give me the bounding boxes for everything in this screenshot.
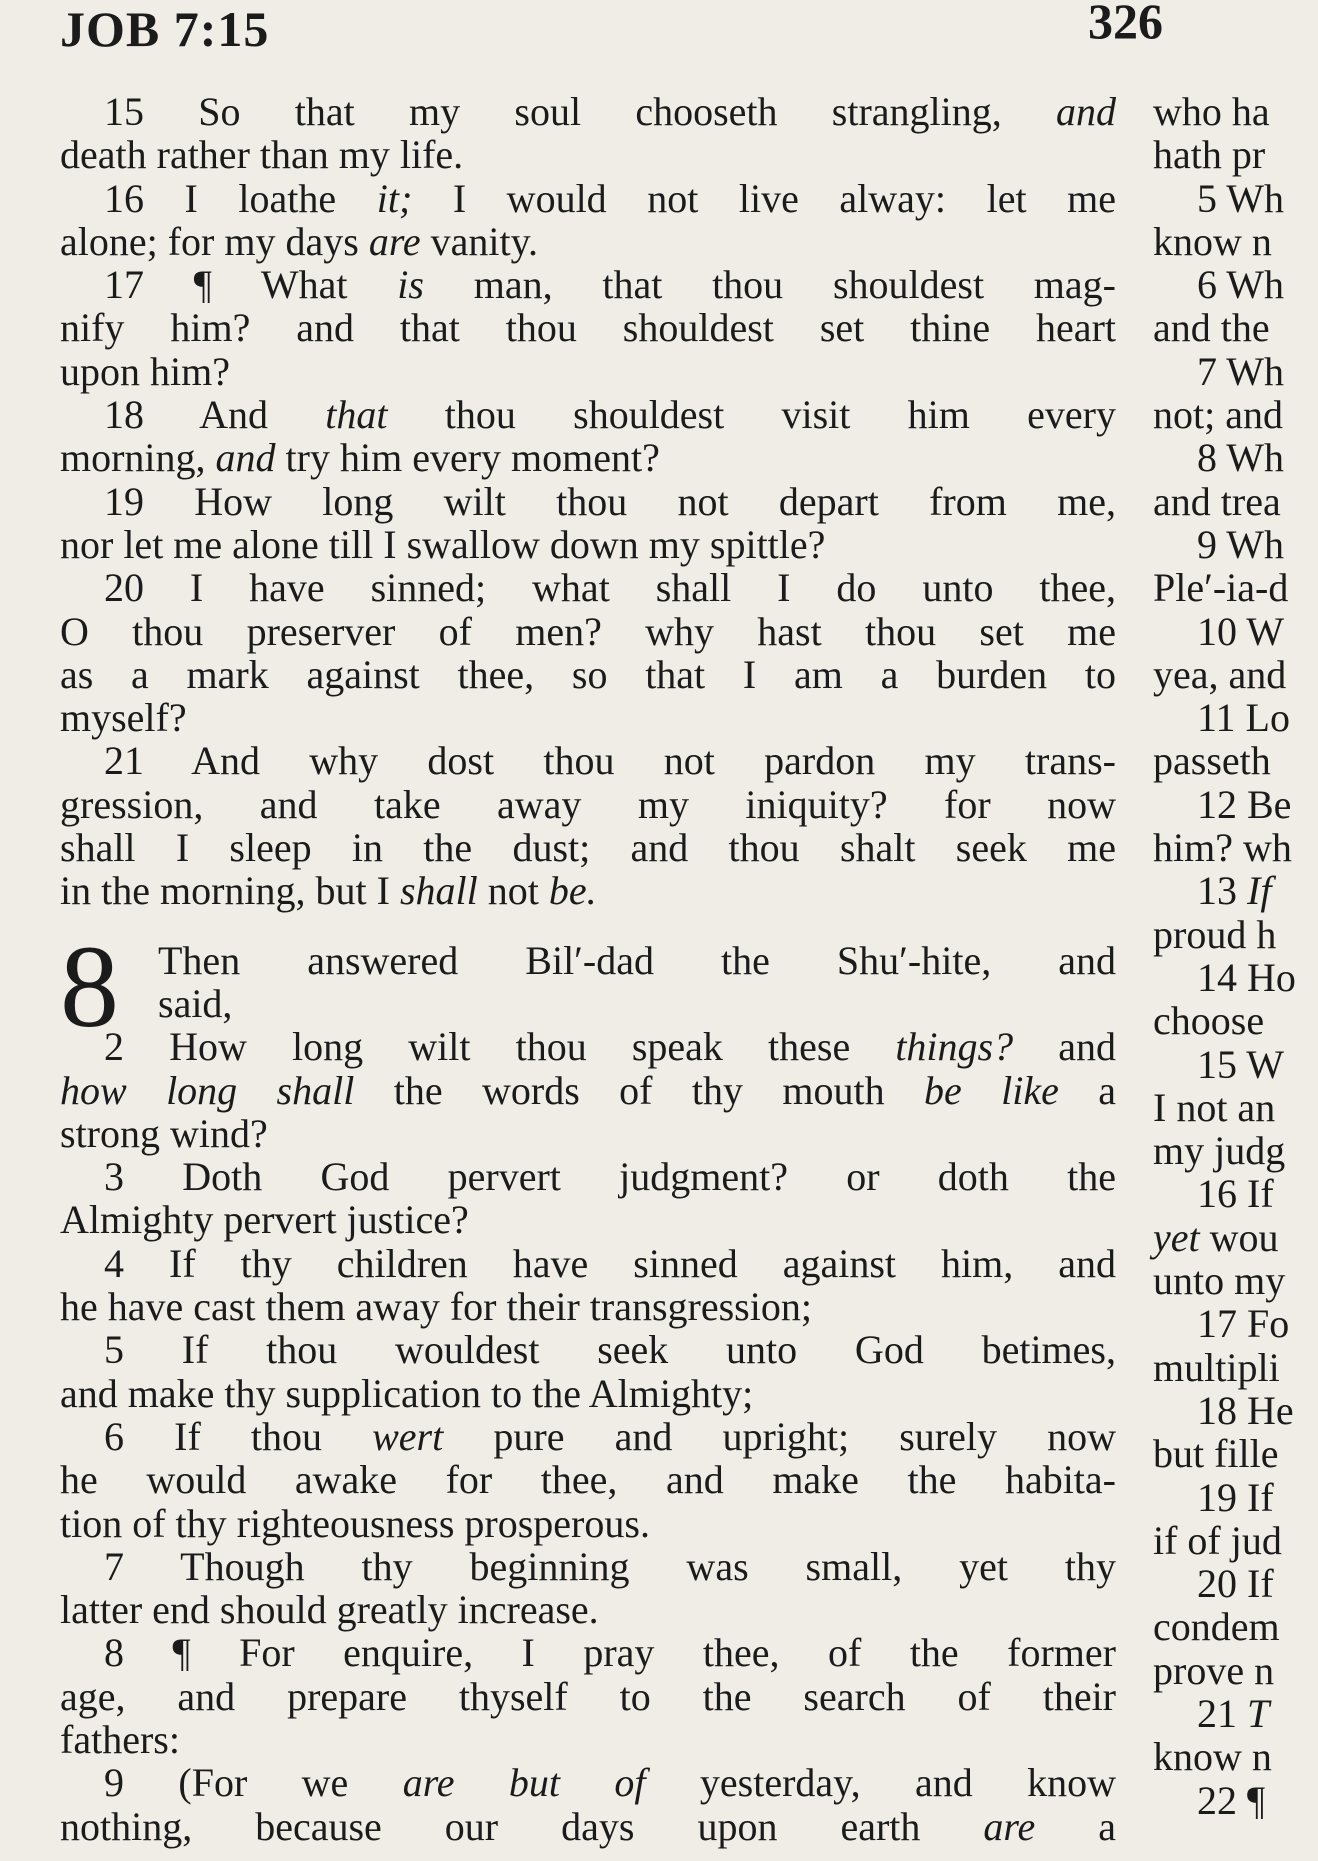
- text-run: I not an: [1153, 1084, 1276, 1130]
- text-run: yea, and: [1153, 651, 1287, 697]
- text-line: [1153, 436, 1318, 479]
- text-run: Almighty pervert justice?: [60, 1197, 469, 1243]
- italic-text: yet: [1153, 1214, 1200, 1260]
- text-line: [60, 1545, 1116, 1588]
- text-run: in the morning, but I: [60, 868, 400, 914]
- text-run: 11 Lo: [1197, 695, 1290, 741]
- text-line: [60, 1069, 1116, 1112]
- text-line: [60, 826, 1116, 869]
- text-line: [60, 90, 1116, 133]
- text-run: nor let me alone till I swallow down my spittle?: [60, 521, 826, 567]
- text-line: [1153, 393, 1318, 436]
- text-run: 17 Fo: [1197, 1301, 1290, 1347]
- text-line: [1153, 1692, 1318, 1735]
- text-line: [1153, 177, 1318, 220]
- text-run: 19 If: [1197, 1474, 1274, 1520]
- text-line: [60, 1761, 1116, 1804]
- text-line: [1153, 1302, 1318, 1345]
- text-run: 7 Wh: [1197, 348, 1285, 394]
- text-run: 14 Ho: [1197, 954, 1296, 1000]
- text-run: 6 Wh: [1197, 262, 1285, 308]
- text-line: [1153, 1605, 1318, 1648]
- chapter-number-dropcap: 8: [60, 920, 119, 1052]
- text-run: not: [477, 868, 549, 914]
- text-line: [1153, 1476, 1318, 1519]
- text-run: morning,: [60, 435, 216, 481]
- text-run: try him every moment?: [275, 435, 660, 481]
- text-run: 21 And why dost thou not pardon my trans-: [104, 738, 1116, 784]
- text-run: 16 If: [1197, 1171, 1274, 1217]
- text-line: [60, 393, 1116, 436]
- text-line: [60, 653, 1116, 696]
- text-run: hath pr: [1153, 132, 1266, 178]
- text-run: myself?: [60, 695, 187, 741]
- text-line: [60, 1155, 1116, 1198]
- chapter-gap: [60, 913, 1116, 939]
- text-line: [1153, 90, 1318, 133]
- text-run: age, and prepare thyself to the search of their: [60, 1673, 1116, 1719]
- text-line: [60, 1588, 1116, 1631]
- text-line: [1153, 653, 1318, 696]
- text-line: [60, 1415, 1116, 1458]
- text-line: [1153, 220, 1318, 263]
- text-line: [1153, 1259, 1318, 1302]
- text-line: [60, 739, 1116, 782]
- italic-text: be.: [548, 868, 597, 914]
- text-run: not; and: [1153, 392, 1283, 438]
- text-line: [60, 1242, 1116, 1285]
- text-line: [60, 480, 1116, 523]
- text-line: [60, 869, 1116, 912]
- text-line: [60, 982, 1116, 1025]
- text-line: [1153, 350, 1318, 393]
- text-line: [60, 1718, 1116, 1761]
- text-run: unto my: [1153, 1258, 1286, 1304]
- text-run: O thou preserver of men? why hast thou set me: [60, 608, 1116, 654]
- text-run: and the: [1153, 305, 1270, 351]
- text-run: 20 If: [1197, 1561, 1274, 1607]
- text-line: [1153, 263, 1318, 306]
- page-number: 326: [1088, 0, 1163, 49]
- chapter-7-verses: [60, 90, 1116, 913]
- text-run: and make thy supplication to the Almighty;: [60, 1370, 754, 1416]
- text-run: but fille: [1153, 1431, 1279, 1477]
- text-run: shall I sleep in the dust; and thou shalt seek me: [60, 825, 1116, 871]
- right-column: [1153, 90, 1318, 1822]
- text-run: latter end should greatly increase.: [60, 1587, 599, 1633]
- text-line: [60, 939, 1116, 982]
- text-run: 7 Though thy beginning was small, yet thy: [104, 1543, 1116, 1589]
- left-column: [60, 90, 1116, 1848]
- text-line: [1153, 1216, 1318, 1259]
- text-run: nothing, because our days upon earth: [60, 1803, 984, 1849]
- text-run: a: [1058, 1067, 1116, 1113]
- text-run: 2 How long wilt thou speak these: [104, 1024, 896, 1070]
- text-run: gression, and take away my iniquity? for now: [60, 781, 1116, 827]
- text-line: [60, 1025, 1116, 1068]
- italic-text: are but of: [402, 1760, 646, 1806]
- italic-text: and: [1056, 89, 1116, 134]
- text-line: [60, 220, 1116, 263]
- text-run: 10 W: [1197, 608, 1285, 654]
- text-run: 4 If thy children have sinned against him, and: [104, 1240, 1116, 1286]
- text-line: [60, 133, 1116, 176]
- text-line: [1153, 1519, 1318, 1562]
- text-run: who ha: [1153, 89, 1270, 134]
- text-line: [60, 1805, 1116, 1848]
- text-run: my judg: [1153, 1128, 1286, 1174]
- right-column-verses: [1153, 90, 1318, 1822]
- text-run: and: [1013, 1024, 1116, 1070]
- text-line: [1153, 1562, 1318, 1605]
- text-run: choose: [1153, 998, 1265, 1044]
- text-line: [60, 1502, 1116, 1545]
- text-line: [60, 306, 1116, 349]
- text-line: [1153, 1086, 1318, 1129]
- text-run: passeth: [1153, 738, 1271, 784]
- text-line: [1153, 869, 1318, 912]
- text-run: he have cast them away for their transgression;: [60, 1284, 812, 1330]
- text-run: him? wh: [1153, 825, 1292, 871]
- text-run: vanity.: [420, 218, 539, 264]
- italic-text: that: [325, 392, 388, 438]
- italic-text: be like: [923, 1067, 1059, 1113]
- text-run: 9 Wh: [1197, 521, 1285, 567]
- text-line: [60, 436, 1116, 479]
- text-run: proud h: [1153, 911, 1277, 957]
- text-run: 5 If thou wouldest seek unto God betimes,: [104, 1327, 1116, 1373]
- text-run: yesterday, and know: [645, 1760, 1116, 1806]
- text-run: 17 ¶ What: [104, 262, 398, 308]
- text-run: 3 Doth God pervert judgment? or doth the: [104, 1154, 1116, 1200]
- text-run: 6 If thou: [104, 1413, 373, 1459]
- text-line: [1153, 1172, 1318, 1215]
- text-run: prove n: [1153, 1647, 1275, 1693]
- text-line: [60, 1372, 1116, 1415]
- text-line: [60, 1328, 1116, 1371]
- text-run: condem: [1153, 1604, 1280, 1650]
- text-run: know n: [1153, 1734, 1272, 1780]
- text-line: [60, 610, 1116, 653]
- text-line: [1153, 1043, 1318, 1086]
- text-run: 18 And: [104, 392, 326, 438]
- text-line: [1153, 1649, 1318, 1692]
- text-line: [1153, 523, 1318, 566]
- text-run: Then answered Bil′-dad the Shu′-hite, and: [158, 937, 1116, 983]
- italic-text: is: [397, 262, 424, 308]
- text-run: thou shouldest visit him every: [387, 392, 1117, 438]
- text-run: if of jud: [1153, 1517, 1282, 1563]
- italic-text: are: [983, 1803, 1036, 1849]
- text-line: [60, 1675, 1116, 1718]
- italic-text: T: [1247, 1690, 1270, 1736]
- text-line: [1153, 133, 1318, 176]
- running-head: JOB 7:15: [60, 1, 270, 57]
- italic-text: If: [1247, 868, 1272, 914]
- text-line: [60, 523, 1116, 566]
- text-run: the words of thy mouth: [354, 1067, 924, 1113]
- text-line: [1153, 783, 1318, 826]
- text-run: 12 Be: [1197, 781, 1292, 827]
- chapter-8-block: [60, 920, 1116, 1849]
- text-line: [1153, 826, 1318, 869]
- text-line: [1153, 1346, 1318, 1389]
- text-line: [1153, 696, 1318, 739]
- text-line: [1153, 956, 1318, 999]
- text-line: [60, 696, 1116, 739]
- text-run: and trea: [1153, 478, 1281, 524]
- text-line: [60, 783, 1116, 826]
- italic-text: shall: [399, 868, 478, 914]
- text-line: [60, 566, 1116, 609]
- text-run: man, that thou shouldest mag-: [423, 262, 1116, 308]
- text-line: [60, 1458, 1116, 1501]
- text-run: 18 He: [1197, 1387, 1294, 1433]
- text-run: as a mark against thee, so that I am a burden to: [60, 651, 1116, 697]
- text-run: he would awake for thee, and make the habita-: [60, 1457, 1116, 1503]
- text-run: multipli: [1153, 1344, 1280, 1390]
- text-run: death rather than my life.: [60, 132, 464, 178]
- text-run: tion of thy righteousness prosperous.: [60, 1500, 650, 1546]
- italic-text: things?: [895, 1024, 1014, 1070]
- italic-text: are: [368, 218, 421, 264]
- text-run: nify him? and that thou shouldest set thine heart: [60, 305, 1116, 351]
- text-run: a: [1035, 1803, 1116, 1849]
- text-run: 13: [1197, 868, 1247, 914]
- text-line: [1153, 566, 1318, 609]
- text-run: 8 Wh: [1197, 435, 1285, 481]
- italic-text: and: [215, 435, 276, 481]
- text-run: I would not live alway: let me: [412, 175, 1116, 221]
- text-line: [1153, 1779, 1318, 1822]
- text-line: [1153, 306, 1318, 349]
- text-run: strong wind?: [60, 1110, 268, 1156]
- text-run: know n: [1153, 218, 1272, 264]
- text-run: 19 How long wilt thou not depart from me,: [104, 478, 1116, 524]
- text-run: fathers:: [60, 1716, 180, 1762]
- chapter-8-verses: [60, 920, 1116, 1849]
- text-line: [60, 1285, 1116, 1328]
- text-line: [60, 263, 1116, 306]
- text-run: 5 Wh: [1197, 175, 1285, 221]
- text-line: [1153, 739, 1318, 782]
- text-line: [1153, 913, 1318, 956]
- text-run: 16 I loathe: [104, 175, 377, 221]
- text-line: [1153, 999, 1318, 1042]
- text-line: [60, 1198, 1116, 1241]
- text-run: Ple′-ia-d: [1153, 565, 1289, 611]
- text-line: [1153, 1389, 1318, 1432]
- text-run: 9 (For we: [104, 1760, 403, 1806]
- text-run: 21: [1197, 1690, 1247, 1736]
- text-line: [1153, 480, 1318, 523]
- italic-text: how long shall: [60, 1067, 355, 1113]
- text-run: said,: [158, 980, 233, 1026]
- text-run: upon him?: [60, 348, 230, 394]
- text-run: pure and upright; surely now: [443, 1413, 1116, 1459]
- text-line: [60, 1631, 1116, 1674]
- text-run: 8 ¶ For enquire, I pray thee, of the former: [104, 1630, 1116, 1676]
- italic-text: wert: [372, 1413, 444, 1459]
- text-run: 22 ¶: [1197, 1777, 1266, 1823]
- text-line: [60, 177, 1116, 220]
- text-line: [60, 1112, 1116, 1155]
- text-run: 15 W: [1197, 1041, 1285, 1087]
- text-run: alone; for my days: [60, 218, 369, 264]
- text-line: [1153, 610, 1318, 653]
- text-run: 15 So that my soul chooseth strangling,: [104, 89, 1056, 134]
- text-run: wou: [1199, 1214, 1279, 1260]
- text-run: 20 I have sinned; what shall I do unto thee,: [104, 565, 1116, 611]
- text-line: [60, 350, 1116, 393]
- italic-text: it;: [376, 175, 413, 221]
- text-line: [1153, 1129, 1318, 1172]
- text-line: [1153, 1432, 1318, 1475]
- text-line: [1153, 1735, 1318, 1778]
